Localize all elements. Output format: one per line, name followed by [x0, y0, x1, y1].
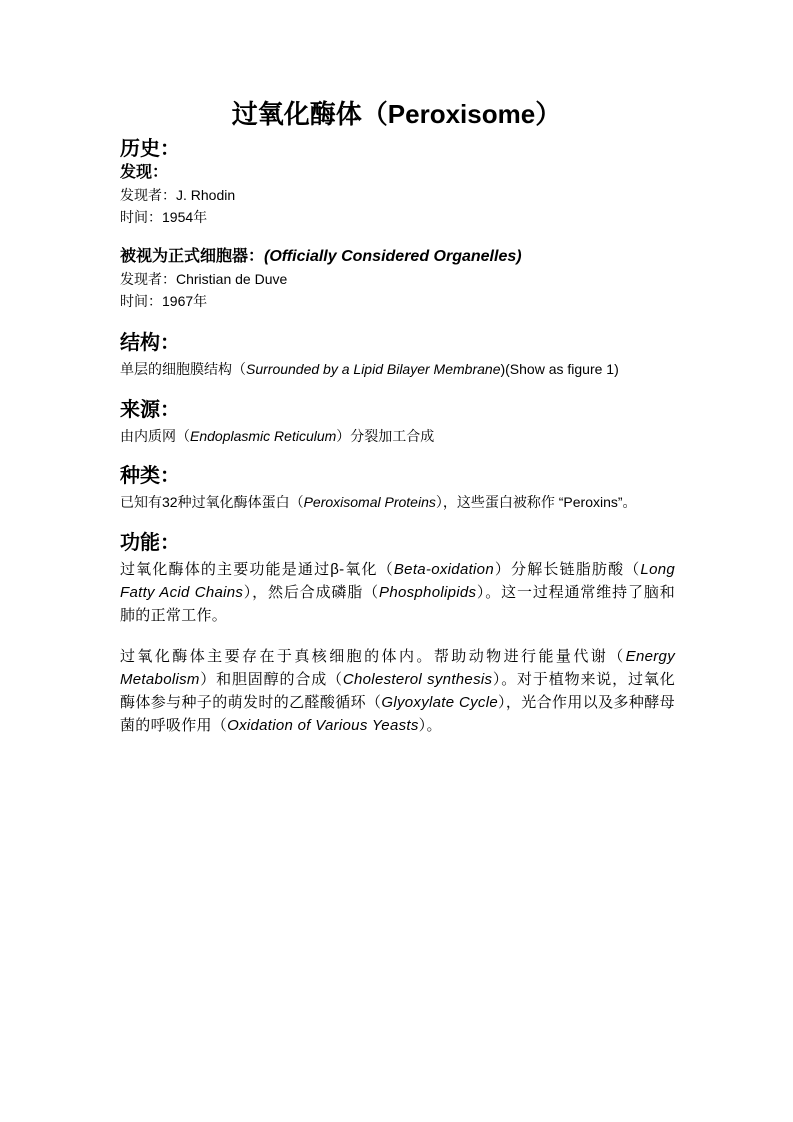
origin-text [120, 425, 680, 447]
origin-text-italic: Endoplasmic Reticulum [190, 428, 337, 444]
history-section [120, 136, 680, 162]
history-heading: 历史： [120, 138, 180, 160]
origin-text-post: ）分裂加工合成 [336, 428, 435, 444]
discovery-discoverer: 发现者：J. Rhodin [120, 187, 236, 203]
p2-term: Oxidation of Various Yeasts [227, 717, 419, 734]
p1-text: 过氧化酶体的主要功能是通过β-氧化（ [120, 561, 394, 578]
structure-text-italic: Surrounded by a Lipid Bilayer Membrane [246, 361, 501, 377]
p2-text: ）。对于植物来说，过氧化酶体参与种子的萌发时的乙醛酸循环（ [120, 671, 675, 711]
p1-text: ），然后合成磷脂（ [243, 584, 380, 601]
types-text-post: ），这些蛋白被称作 “Peroxins”。 [435, 494, 637, 510]
official-section [120, 246, 680, 312]
structure-section [120, 330, 680, 380]
function-section [120, 530, 675, 737]
official-heading-cn: 被视为正式细胞器： [120, 248, 265, 265]
origin-heading: 来源： [120, 399, 180, 421]
structure-text-post: )(Show as figure 1) [500, 361, 619, 377]
p2-text: ），光合作用以及多种酵母菌的呼吸作用（ [120, 694, 675, 734]
structure-text [120, 358, 680, 380]
p2-text: ）。 [418, 717, 442, 734]
p1-term: Beta-oxidation [393, 561, 494, 578]
function-paragraph-1 [120, 558, 675, 627]
function-paragraph-2 [120, 645, 675, 737]
structure-text-pre: 单层的细胞膜结构（ [120, 361, 246, 377]
types-heading: 种类： [120, 465, 180, 487]
official-heading-en: (Officially Considered Organelles) [264, 248, 522, 265]
discovery-section [120, 162, 680, 228]
function-heading: 功能： [120, 532, 180, 554]
p1-text: ）。这一过程通常维持了脑和肺的正常工作。 [120, 584, 676, 624]
official-discoverer: 发现者：Christian de Duve [120, 271, 288, 287]
types-section [120, 463, 680, 513]
p1-term: Long Fatty Acid Chains [120, 561, 675, 601]
origin-text-pre: 由内质网（ [120, 428, 190, 444]
p2-text: 过氧化酶体主要存在于真核细胞的体内。帮助动物进行能量代谢（ [120, 648, 626, 665]
p2-text: ）和胆固醇的合成（ [199, 671, 343, 688]
p2-term: Cholesterol synthesis [342, 671, 493, 688]
types-text [120, 491, 680, 513]
discovery-heading: 发现： [120, 164, 169, 181]
official-time: 时间：1967年 [120, 293, 208, 309]
origin-section [120, 397, 680, 447]
structure-heading: 结构： [120, 332, 180, 354]
p2-term: Glyoxylate Cycle [381, 694, 498, 711]
p2-term: Energy Metabolism [120, 648, 675, 688]
page-title: 过氧化酶体（Peroxisome） [231, 99, 562, 129]
types-text-pre: 已知有32种过氧化酶体蛋白（ [120, 494, 304, 510]
p1-term: Phospholipids [379, 584, 477, 601]
p1-text: ）分解长链脂肪酸（ [493, 561, 641, 578]
discovery-time: 时间：1954年 [120, 209, 208, 225]
types-text-italic: Peroxisomal Proteins [303, 494, 436, 510]
official-heading [120, 246, 680, 268]
